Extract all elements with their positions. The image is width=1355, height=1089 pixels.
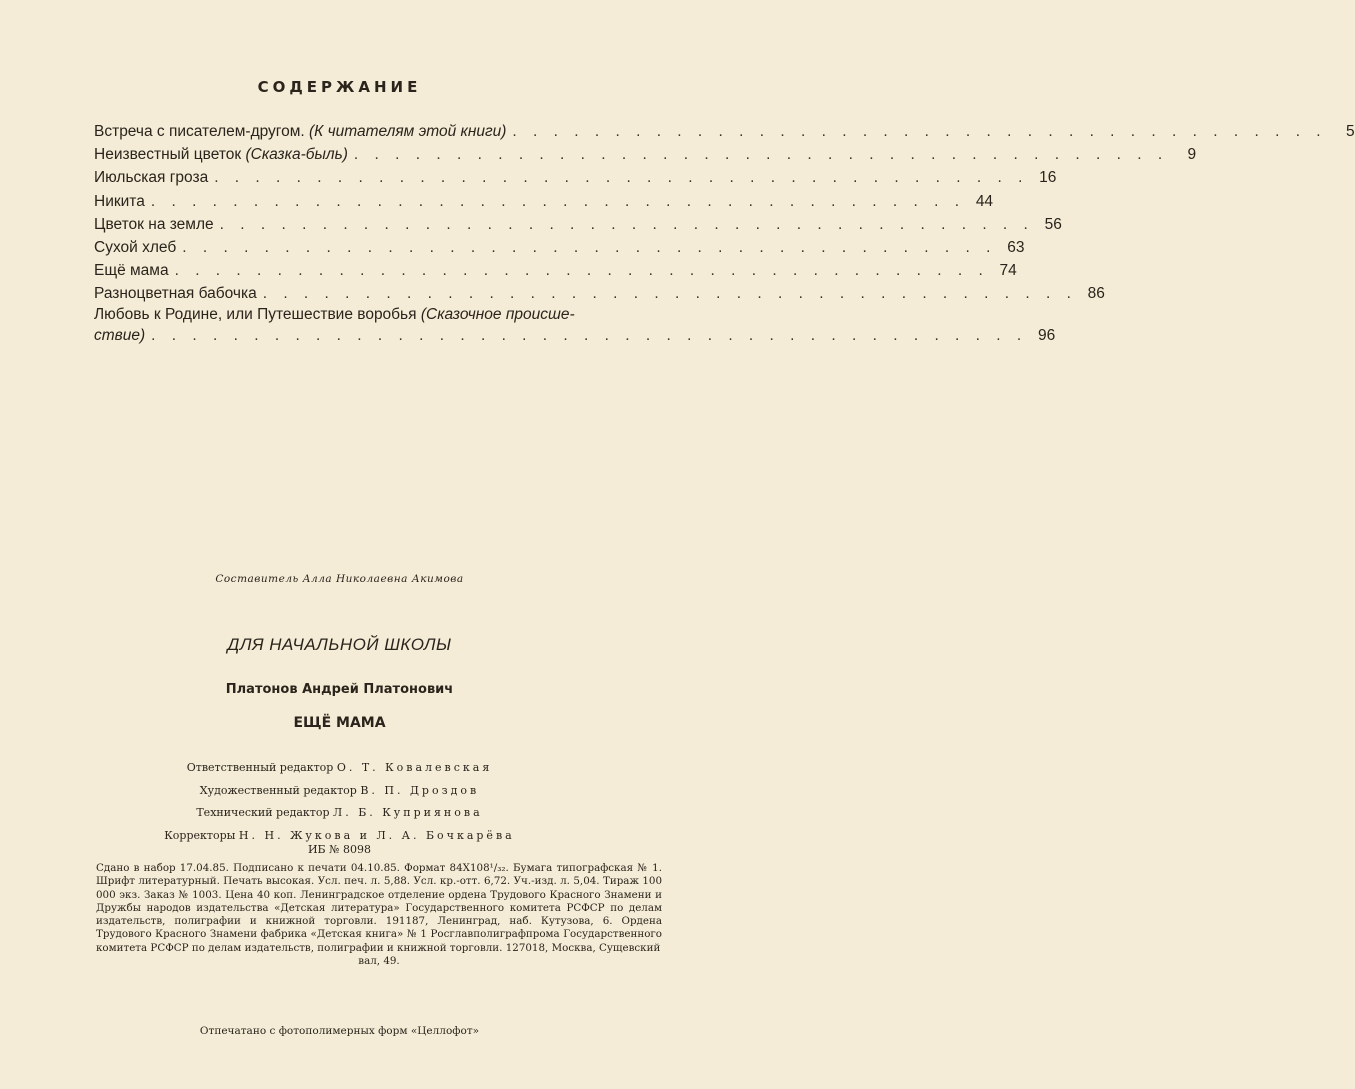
toc-leader-dots: . . . . . . . . . . . . . . . . . . . . . . . . . . . . . . . . . . . . . . . . (262, 285, 1077, 303)
toc-leader-dots: . . . . . . . . . . . . . . . . . . . . . . . . . . . . . . . . . . . . . . . . . . . (151, 326, 1028, 344)
imprint-text-end: вал, 49. (358, 955, 400, 968)
toc-entry-page: 63 (1007, 238, 1025, 256)
toc-entry (94, 282, 1105, 305)
credit-line (0, 757, 679, 780)
toc-entry-page: 9 (1187, 146, 1197, 164)
toc-entry (94, 190, 994, 213)
toc-entry-title: Встреча с писателем-другом. (94, 123, 305, 140)
toc-entry-subtitle: (Сказка-быль) (245, 146, 348, 164)
toc-entry (94, 259, 1017, 282)
toc-entry-page: 16 (1039, 169, 1057, 187)
credit-line (0, 780, 679, 803)
toc-entry-title: Неизвестный цветок (94, 146, 242, 164)
credit-name: Л. Б. Куприянова (333, 806, 483, 819)
toc-entry-title: Разноцветная бабочка (94, 285, 257, 303)
toc-entry-page: 96 (1037, 326, 1056, 344)
credit-role: Корректоры (164, 828, 236, 842)
editorial-credits (0, 757, 679, 847)
series-title: ДЛЯ НАЧАЛЬНОЙ ШКОЛЫ (227, 635, 452, 654)
toc-leader-dots: . . . . . . . . . . . . . . . . . . . . . . . . . . . . . . . . . . . . . . . . (512, 123, 1327, 140)
toc-entry-title: Сухой хлеб (94, 238, 177, 256)
toc-entry-title: Любовь к Родине, или Путешествие воробья (94, 305, 417, 323)
toc-entry-page: 86 (1087, 285, 1105, 303)
credit-role: Технический редактор (196, 806, 330, 819)
author-name: Платонов Андрей Платонович (225, 682, 454, 697)
toc-leader-dots: . . . . . . . . . . . . . . . . . . . . . . . . . . . . . . . . . . . . . . . . (182, 238, 997, 256)
credit-name: Н. Н. Жукова и Л. А. Бочкарёва (238, 828, 515, 842)
toc-leader-dots: . . . . . . . . . . . . . . . . . . . . . . . . . . . . . . . . . . . . . . . . (214, 169, 1029, 187)
toc-leader-dots: . . . . . . . . . . . . . . . . . . . . . . . . . . . . . . . . . . . . . . . . (174, 262, 989, 280)
table-of-contents (94, 120, 1355, 347)
toc-entry-page: 5 (1346, 123, 1355, 140)
printing-note: Отпечатано с фотополимерных форм «Целлофот» (199, 1025, 480, 1037)
toc-entry-subtitle: (К читателям этой книги) (309, 123, 507, 140)
toc-heading: СОДЕРЖАНИЕ (257, 78, 422, 96)
toc-entry-page: 56 (1044, 215, 1062, 233)
toc-entry-last-line2 (94, 324, 1056, 347)
toc-entry (94, 166, 1057, 189)
book-title: ЕЩЁ МАМА (293, 715, 386, 731)
toc-entry-title: Никита (94, 192, 145, 210)
credit-name: О. Т. Ковалевская (336, 761, 493, 774)
compiler-credit: Составитель Алла Николаевна Акимова (215, 573, 464, 585)
toc-entry-title: Цветок на земле (94, 215, 214, 233)
toc-entry (94, 213, 1062, 236)
toc-entry-title: Июльская гроза (94, 169, 209, 187)
toc-entry-last-line1 (94, 306, 660, 324)
toc-entry-subtitle: (Сказочное происше- (420, 305, 575, 323)
toc-leader-dots: . . . . . . . . . . . . . . . . . . . . . . . . . . . . . . . . . . . . . . . . (219, 215, 1034, 233)
credit-role: Художественный редактор (199, 783, 357, 797)
toc-leader-dots: . . . . . . . . . . . . . . . . . . . . . . . . . . . . . . . . . . . . . . . . (353, 146, 1169, 164)
toc-entry (94, 236, 1025, 259)
toc-entry (94, 120, 1355, 143)
toc-entry-page: 74 (999, 262, 1017, 280)
credit-role: Ответственный редактор (186, 761, 334, 774)
toc-entry-subtitle-cont: ствие) (94, 326, 146, 344)
imprint-block (96, 862, 662, 968)
toc-entry (94, 143, 1197, 166)
credit-name: В. П. Дроздов (360, 783, 480, 797)
credit-line (0, 802, 679, 825)
toc-entry-page: 44 (975, 192, 994, 210)
ib-number: ИБ № 8098 (307, 843, 372, 856)
toc-entry-title: Ещё мама (94, 262, 169, 280)
toc-leader-dots: . . . . . . . . . . . . . . . . . . . . . . . . . . . . . . . . . . . . . . . . (150, 192, 966, 210)
imprint-text: Сдано в набор 17.04.85. Подписано к печати 04.10.85. Формат 84X108¹/₃₂. Бумага типографская № 1. Шрифт литературный. Печать высокая. Усл. печ. л. 5,88. Усл. кр.-отт. 6,72. Уч.-изд. л. 5,04. Тираж 100 000 экз. Заказ № 1003. Цена 40 коп. Ленинградское отделение ордена Трудового Красного Знамени и Дружбы народов издательства «Детская литература» Государственного комитета РСФСР по делам издательств, полиграфии и книжной торговли. 191187, Ленинград, наб. Кутузова, 6. Ордена Трудового Красного Знамени фабрика «Детская книга» № 1 Росглавполиграфпрома Государственного комитета РСФСР по делам издательств, полиграфии и книжной торговли. 127018, Москва, Сущевский (96, 862, 662, 954)
